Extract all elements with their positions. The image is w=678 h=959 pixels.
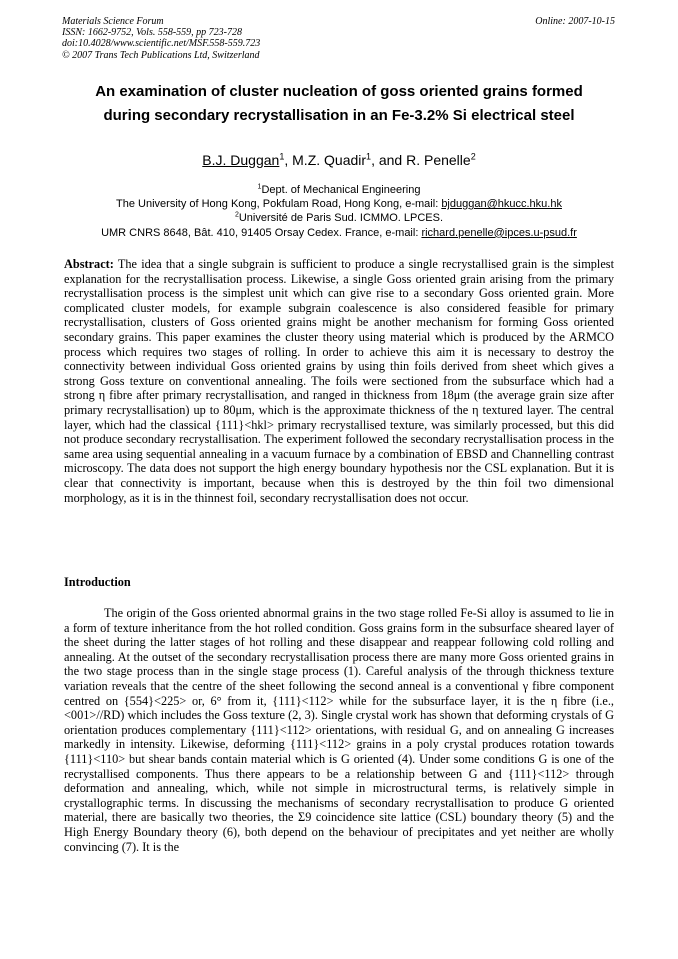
abstract-text: The idea that a single subgrain is sufficient to produce a single recrystallised grain is the simplest explanation for the recrystallisation process. Likewise, a single Goss oriented grain arising from the primary recrystallisation process is the simplest unit which can give rise to a secondary Goss oriented grain. More complicated cluster models, for example subgrain coalescence is also considered feasible for primary recrystallisation, clusters of Goss oriented grains might be another mechanism for forming Goss oriented secondary grains. This paper examines the cluster theory using material which is produced by the ARMCO process which requires two stages of rolling. In order to achieve this aim it is necessary to destroy the connectivity between individual Goss oriented grains by using thin foils derived from sheet which gives a strong Goss texture on conventional annealing. The foils were sectioned from the subsurface which had a strong η fibre after primary recrystallisation, and ranged in thickness from 18μm (the average grain size after primary recrystallisation) up to 80μm, which is the approximate thickness of the η textured layer. The central layer, which had the classical {111}<hkl> primary recrystallised texture, was similarly processed, but this did not produce secondary recrystallisation. The experiment followed the secondary recrystallisation process in the same area using sequential annealing in a vacuum furnace by a combination of EBSD and Channelling contrast microscopy. The data does not support the high energy boundary hypothesis nor the CSL explanation. But it is clear that connectivity is important, because when this is destroyed by the thin foil two dimensional morphology, as it is in the thinnest foil, secondary recrystallisation does not occur. [64, 257, 614, 505]
affiliation-1-marker: 1 [257, 183, 262, 191]
author-duggan-affil: 1 [279, 151, 285, 162]
email-link-duggan[interactable]: bjduggan@hkucc.hku.hk [441, 198, 562, 211]
author-duggan: B.J. Duggan [202, 152, 280, 168]
issn-line: ISSN: 1662-9752, Vols. 558-559, pp 723-728 [62, 27, 242, 39]
affiliation-1-address-text: The University of Hong Kong, Pokfulam Road, Hong Kong, e-mail: [116, 198, 442, 211]
abstract-label: Abstract: [64, 257, 114, 271]
doi-line: doi:10.4028/www.scientific.net/MSF.558-559.723 [62, 38, 261, 50]
author-separator: , [284, 152, 293, 168]
journal-name: Materials Science Forum [62, 16, 164, 27]
affiliation-2-marker: 2 [234, 211, 239, 219]
author-penelle-affil: 2 [470, 151, 476, 162]
author-quadir-affil: 1 [366, 151, 372, 162]
copyright-line: © 2007 Trans Tech Publications Ltd, Switzerland [62, 49, 260, 61]
affiliation-1-text: Dept. of Mechanical Engineering [261, 184, 421, 196]
title-line-1: An examination of cluster nucleation of goss oriented grains formed [95, 83, 583, 100]
author-quadir: M.Z. Quadir [292, 152, 367, 168]
affiliations [40, 183, 638, 240]
affiliation-1-name [40, 183, 638, 197]
email-link-penelle[interactable]: richard.penelle@ipces.u-psud.fr [421, 226, 577, 239]
author-list [40, 151, 638, 169]
introduction-paragraph: The origin of the Goss oriented abnormal grains in the two stage rolled Fe-Si alloy is assumed to lie in a form of texture inheritance from the hot rolled condition. Goss grains form in the subsurface sheared layer of the sheet during the latter stages of hot rolling and these disappear and reappear following cold rolling and annealing. At the outset of the secondary recrystallisation process there are many more Goss oriented grains in the two stage process than in the single stage process (1). Careful analysis of the through thickness texture variation reveals that the centre of the sheet following the second anneal is a conventional γ fibre component centred on {554}<225> or, 6° from it, {111}<112> while for the subsurface layer, it is the η fibre (i.e., <001>//RD) which includes the Goss texture (2, 3). Single crystal work has shown that deforming crystals of G orientation produces complementary {111}<112> orientations, with residual G, and on annealing G increases markedly in intensity. Likewise, deforming {111}<112> grains in a poly crystal produces rotation towards {111}<110> but shear bands contain material which is G oriented (4). Under some conditions G is one of the recrystallised components. Thus there appears to be a relationship between G and {111}<112> through deformation and annealing, which, while not simple in microstructural terms, is relatively simple in crystallographic terms. In discussing the mechanisms of secondary recrystallisation to produce G oriented material, there are basically two theories, the Σ9 coincidence site lattice (CSL) boundary theory (5) and the High Energy Boundary theory (6), both depend on the behaviour of precipitates and yet neither are wholly convincing (7). It is the [64, 606, 614, 854]
journal-header [62, 16, 260, 61]
abstract-paragraph [64, 257, 614, 505]
title-line-2: during secondary recrystallisation in an Fe-3.2% Si electrical steel [103, 107, 575, 124]
affiliation-2-address [40, 226, 638, 240]
paper-title [40, 80, 638, 128]
online-date: Online: 2007-10-15 [535, 16, 615, 27]
author-penelle: R. Penelle [406, 152, 471, 168]
affiliation-1-address [40, 197, 638, 211]
section-heading-introduction: Introduction [64, 575, 131, 589]
affiliation-2-text: Université de Paris Sud. ICMMO. LPCES. [238, 212, 444, 225]
affiliation-2-name [40, 211, 638, 225]
author-separator: , and [371, 152, 407, 168]
affiliation-2-address-text: UMR CNRS 8648, Bât. 410, 91405 Orsay Cedex. France, e-mail: [101, 226, 422, 239]
